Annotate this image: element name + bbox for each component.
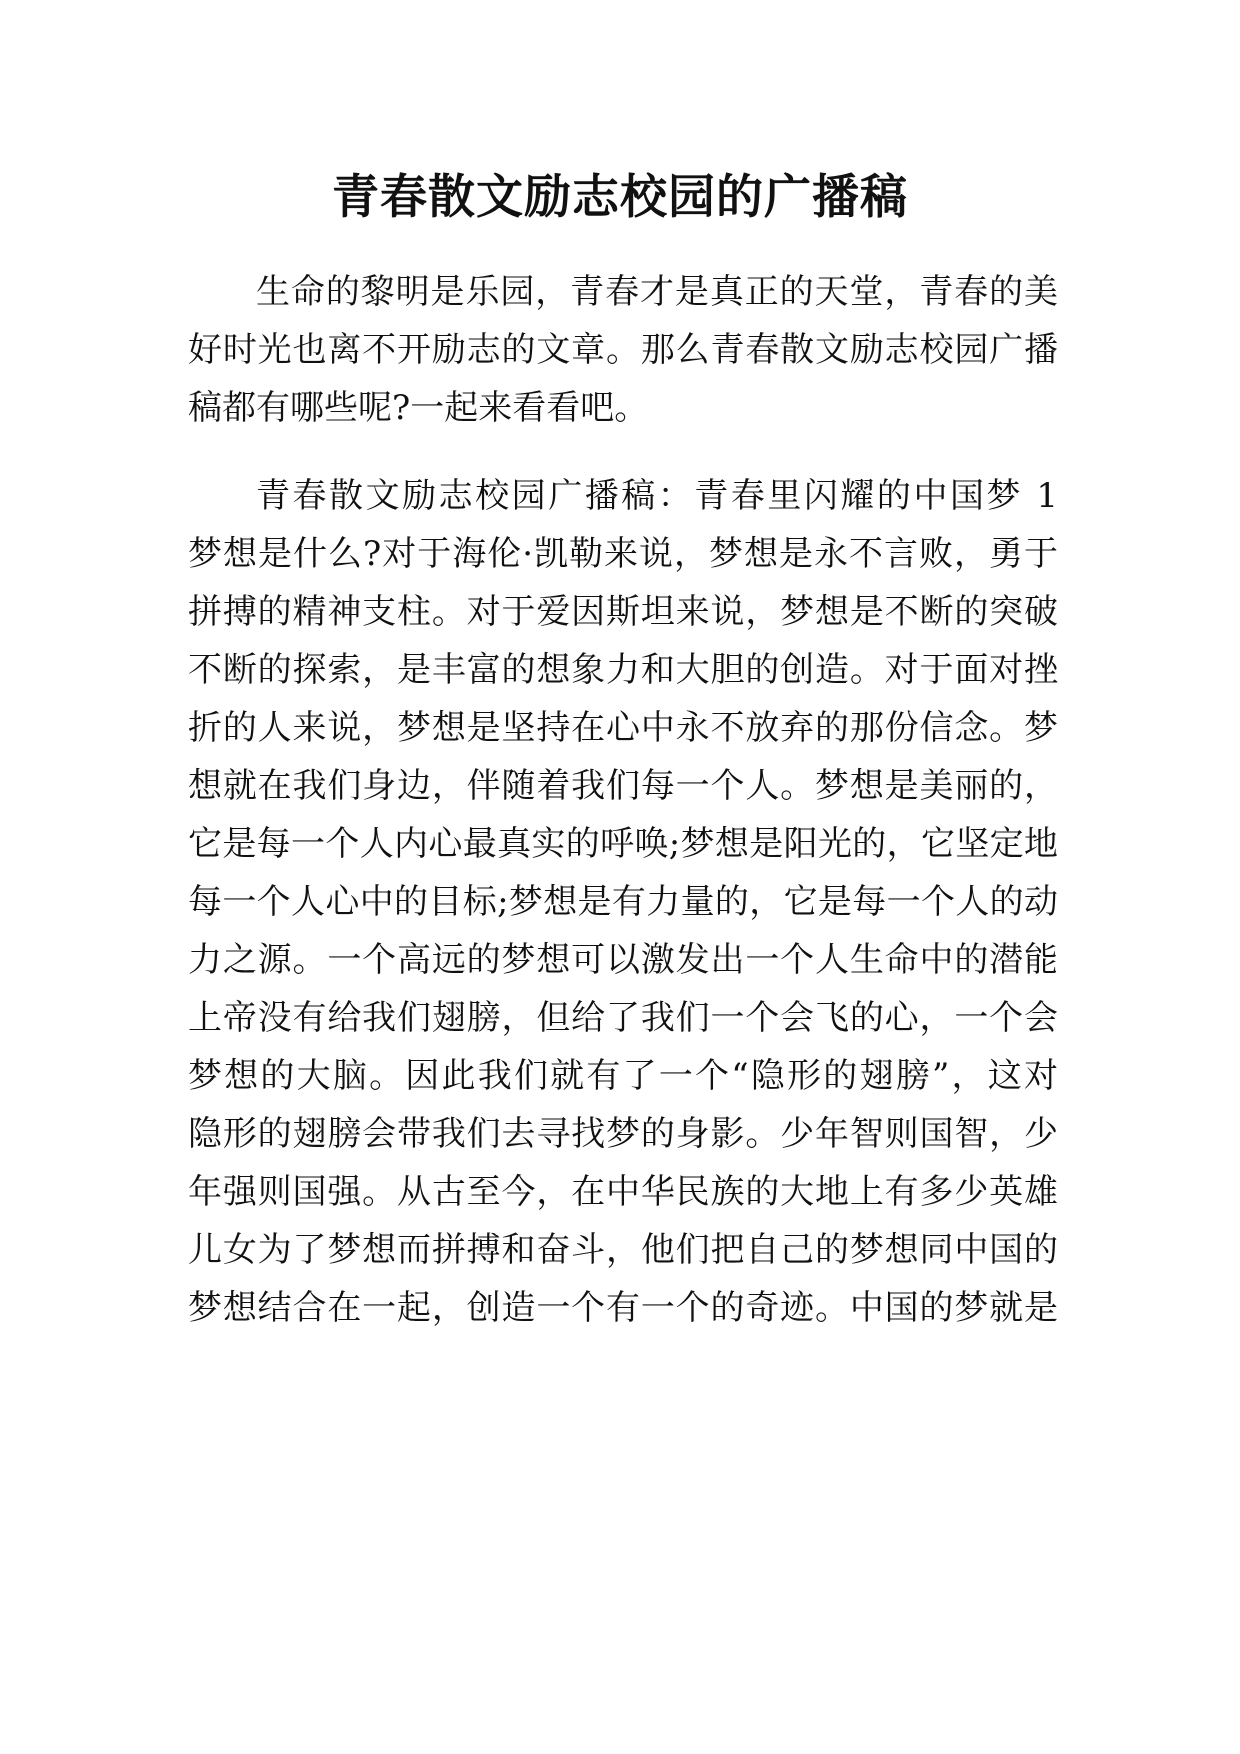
text-line: 梦想结合在一起，创造一个有一个的奇迹。中国的梦就是 xyxy=(188,1288,1058,1328)
text-line: 上帝没有给我们翅膀，但给了我们一个会飞的心，一个会 xyxy=(188,998,1058,1038)
document-body xyxy=(188,263,1058,1337)
text-line: 稿都有哪些呢?一起来看看吧。 xyxy=(188,388,649,428)
paragraph-dream xyxy=(188,467,1058,1337)
text-line: 年强则国强。从古至今，在中华民族的大地上有多少英雄 xyxy=(188,1172,1058,1212)
text-line: 青春散文励志校园广播稿：青春里闪耀的中国梦 1 xyxy=(256,476,1058,516)
text-line: 好时光也离不开励志的文章。那么青春散文励志校园广播 xyxy=(188,330,1058,370)
text-line: 每一个人心中的目标;梦想是有力量的，它是每一个人的动 xyxy=(188,882,1058,922)
text-line: 生命的黎明是乐园，青春才是真正的天堂，青春的美 xyxy=(256,272,1058,312)
text-line: 梦想的大脑。因此我们就有了一个“隐形的翅膀”，这对 xyxy=(188,1056,1058,1096)
text-line: 拼搏的精神支柱。对于爱因斯坦来说，梦想是不断的突破 xyxy=(188,592,1058,632)
text-line: 不断的探索，是丰富的想象力和大胆的创造。对于面对挫 xyxy=(188,650,1058,690)
page-title: 青春散文励志校园的广播稿 xyxy=(332,170,908,225)
text-line: 力之源。一个高远的梦想可以激发出一个人生命中的潜能 xyxy=(188,940,1058,980)
text-line: 隐形的翅膀会带我们去寻找梦的身影。少年智则国智，少 xyxy=(188,1114,1058,1154)
text-line: 折的人来说，梦想是坚持在心中永不放弃的那份信念。梦 xyxy=(188,708,1058,748)
paragraph-gap xyxy=(188,437,1058,467)
paragraph-intro xyxy=(188,263,1058,437)
text-line: 它是每一个人内心最真实的呼唤;梦想是阳光的，它坚定地 xyxy=(188,824,1058,864)
text-line: 梦想是什么?对于海伦·凯勒来说，梦想是永不言败，勇于 xyxy=(188,534,1058,574)
text-line: 想就在我们身边，伴随着我们每一个人。梦想是美丽的， xyxy=(188,766,1058,806)
text-line: 儿女为了梦想而拼搏和奋斗，他们把自己的梦想同中国的 xyxy=(188,1230,1058,1270)
